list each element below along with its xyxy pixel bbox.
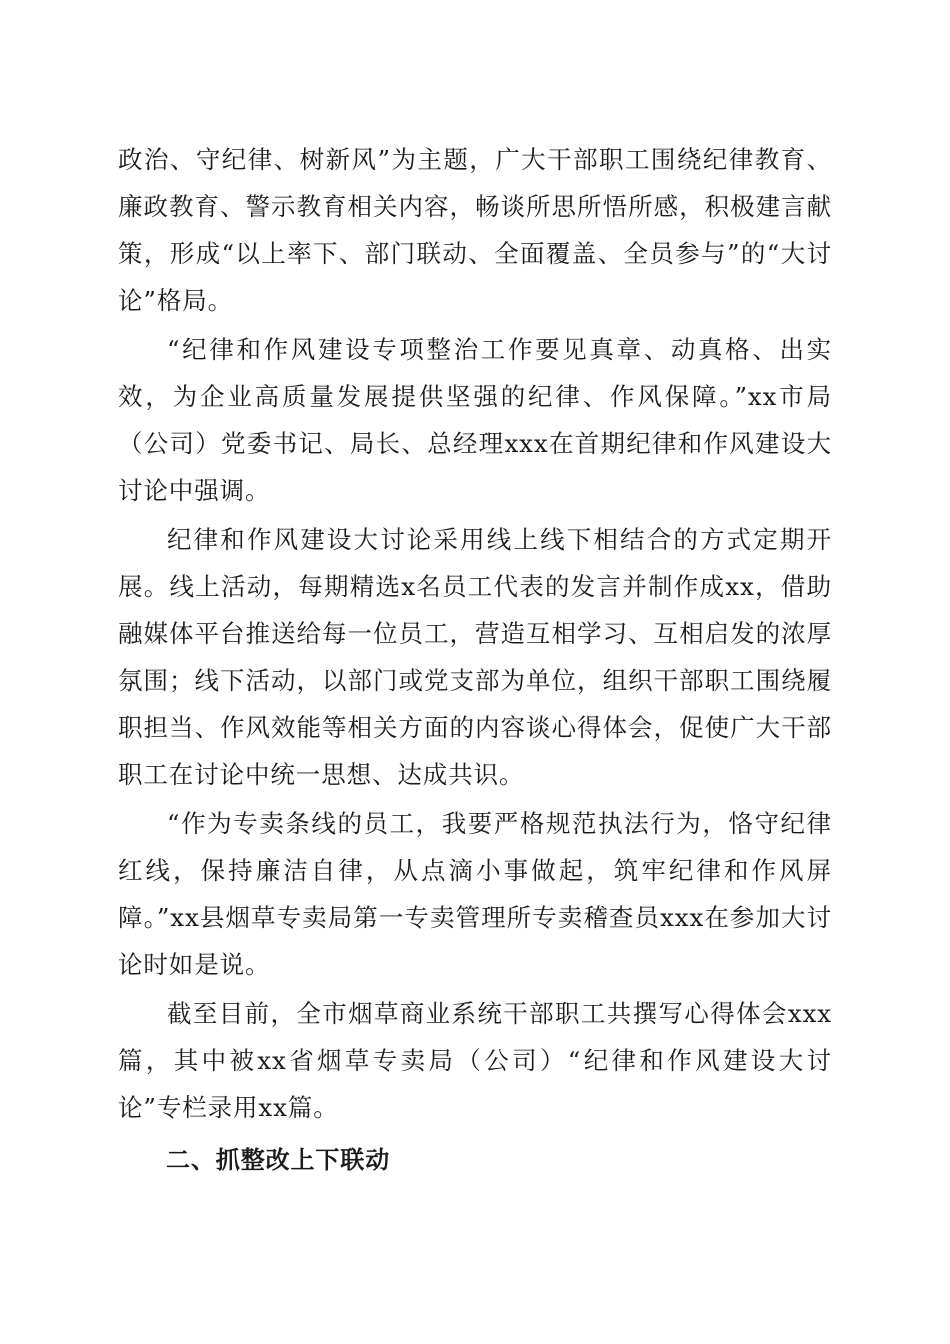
paragraph-quote-party-secretary: “纪律和作风建设专项整治工作要见真章、动真格、出实效，为企业高质量发展提供坚强的纪律、作风保障。”xx市局（公司）党委书记、局长、总经理xxx在首期纪律和作风建设大讨论中强调。 — [118, 335, 832, 505]
paragraph-continuation: 政治、守纪律、树新风”为主题，广大干部职工围绕纪律教育、廉政教育、警示教育相关内容，畅谈所思所悟所感，积极建言献策，形成“以上率下、部门联动、全面覆盖、全员参与”的“大讨论”格局。 — [118, 145, 832, 315]
paragraph-statistics: 截至目前，全市烟草商业系统干部职工共撰写心得体会xxx篇，其中被xx省烟草专卖局（公司）“纪律和作风建设大讨论”专栏录用xx篇。 — [118, 999, 832, 1122]
paragraph-discussion-format: 纪律和作风建设大讨论采用线上线下相结合的方式定期开展。线上活动，每期精选x名员工代表的发言并制作成xx，借助融媒体平台推送给每一位员工，营造互相学习、互相启发的浓厚氛围；线下活动，以部门或党支部为单位，组织干部职工围绕履职担当、作风效能等相关方面的内容谈心得体会，促使广大干部职工在讨论中统一思想、达成共识。 — [118, 525, 832, 789]
document-body — [118, 136, 832, 1185]
section-heading: 二、抓整改上下联动 — [166, 1146, 391, 1174]
paragraph-quote-inspector: “作为专卖条线的员工，我要严格规范执法行为，恪守纪律红线，保持廉洁自律，从点滴小事做起，筑牢纪律和作风屏障。”xx县烟草专卖局第一专卖管理所专卖稽查员xxx在参加大讨论时如是说。 — [118, 809, 832, 979]
